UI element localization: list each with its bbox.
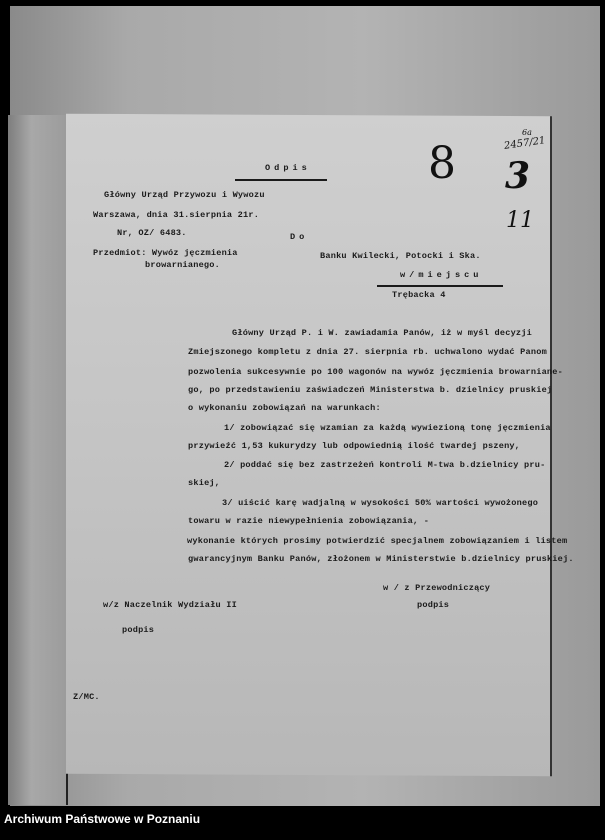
recipient-address: Trębacka 4 xyxy=(392,290,446,300)
signature-left: podpis xyxy=(122,625,155,635)
reference-number: Nr, OZ/ 6483. xyxy=(117,228,187,238)
body-line: 3/ uiścić karę wadjalną w wysokości 50% wartości wywożonego xyxy=(222,498,539,508)
document-title: Odpis xyxy=(265,163,311,173)
handwritten-3: 3 xyxy=(505,155,531,197)
initials: Z/MC. xyxy=(73,692,100,702)
left-page-edge xyxy=(8,115,68,805)
archive-credit: Archiwum Państwowe w Poznaniu xyxy=(4,812,201,826)
sender: Główny Urząd Przywozu i Wywozu xyxy=(104,190,265,200)
signature-right: podpis xyxy=(417,600,450,610)
body-line: Zmiejszonego kompletu z dnia 27. sierpnia rb. uchwalono wydać Panom xyxy=(188,347,547,357)
body-line: skiej, xyxy=(188,478,221,488)
body-line: o wykonaniu zobowiązań na warunkach: xyxy=(188,403,381,413)
place-date: Warszawa, dnia 31.sierpnia 21r. xyxy=(93,210,260,220)
handwritten-8: 8 xyxy=(428,138,456,189)
signature-left-title: w/z Naczelnik Wydziału II xyxy=(103,600,237,610)
folio-top: 6a xyxy=(522,128,532,137)
handwritten-11: 11 xyxy=(506,208,534,233)
body-line: gwarancyjnym Banku Panów, złożonem w Ministerstwie b.dzielnicy pruskiej. xyxy=(188,554,574,564)
subject-line-2: browarnianego. xyxy=(145,260,220,270)
body-line: 2/ poddać się bez zastrzeżeń kontroli M-twa b.dzielnicy pru- xyxy=(224,460,546,470)
subject-line-1: Przedmiot: Wywóz jęczmienia xyxy=(93,248,238,258)
body-line: wykonanie których prosimy potwierdzić specjalnem zobowiązaniem i listem xyxy=(187,536,568,546)
body-line: go, po przedstawieniu zaświadczeń Ministerstwa b. dzielnicy pruskiej xyxy=(188,385,553,395)
body-line: pozwolenia sukcesywnie po 100 wagonów na wywóz jęczmienia browarniane- xyxy=(188,367,563,377)
body-line: Główny Urząd P. i W. zawiadamia Panów, iż w myśl decyzji xyxy=(232,328,532,338)
recipient: Banku Kwilecki, Potocki i Ska. xyxy=(320,251,481,261)
recipient-place: w/miejscu xyxy=(400,270,483,280)
body-line: przywieźć 1,53 kukurydzy lub odpowiednią ilość twardej pszeny, xyxy=(188,441,521,451)
title-underline xyxy=(235,179,327,181)
to-label: Do xyxy=(290,232,309,242)
folio-ref: 2457/21 xyxy=(503,135,547,152)
signature-right-title: w / z Przewodniczący xyxy=(383,583,491,593)
body-line: 1/ zobowiązać się wzamian za każdą wywiezioną tonę jęczmienia xyxy=(224,423,551,433)
body-line: towaru w razie niewypełnienia zobowiązania, - xyxy=(188,516,430,526)
recipient-underline xyxy=(377,285,503,287)
